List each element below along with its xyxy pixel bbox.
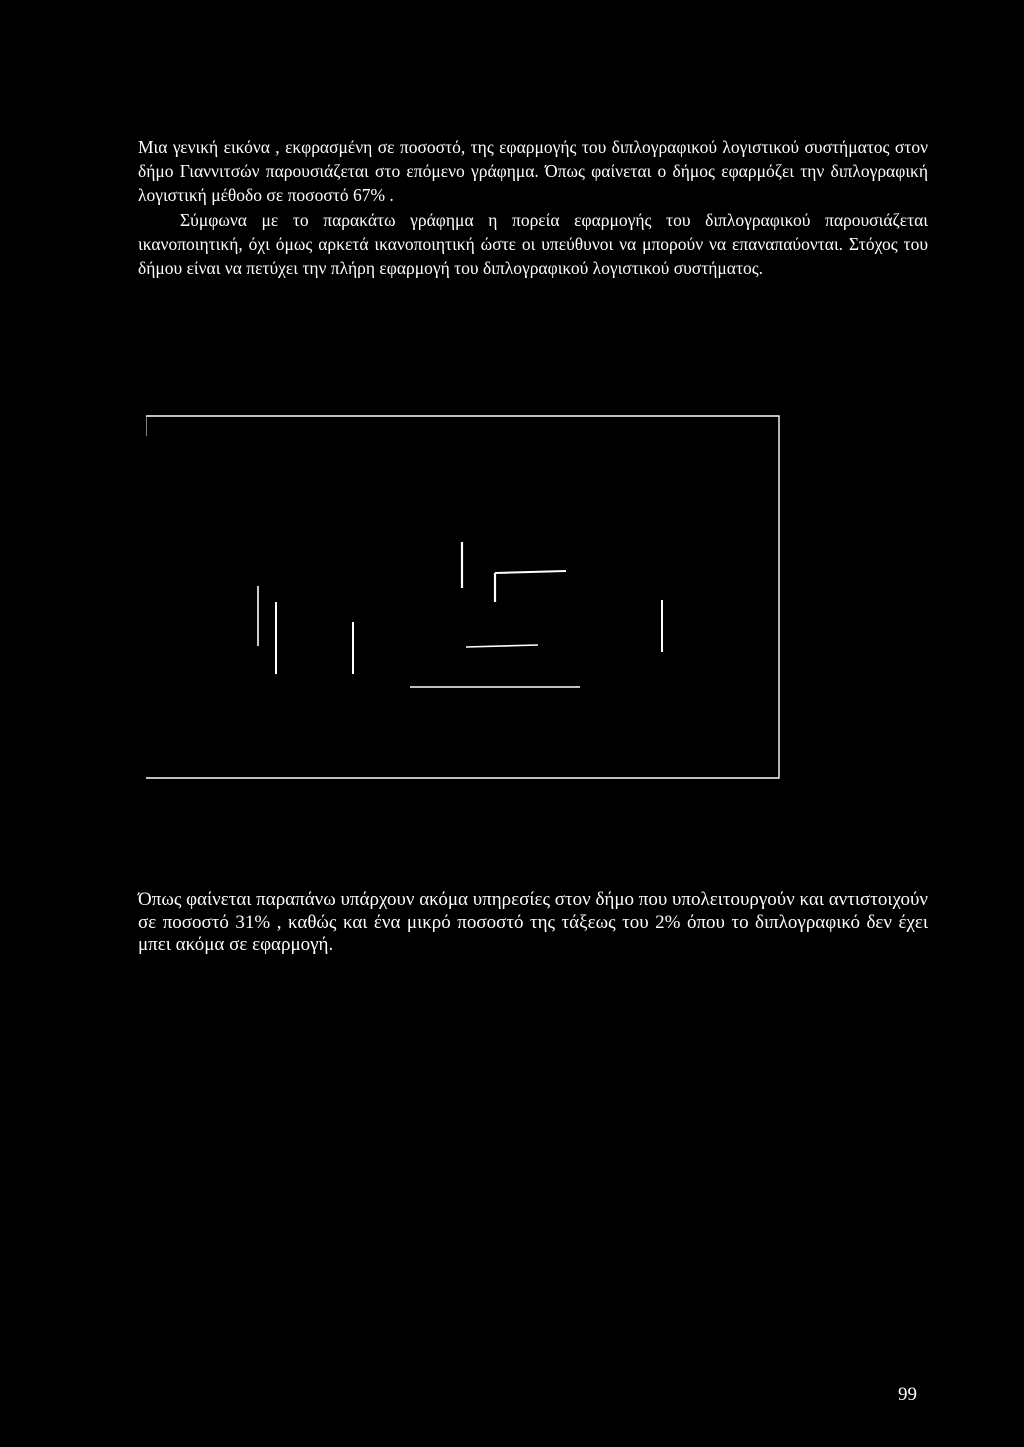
intro-sentence-2: Σύμφωνα με το παρακάτω γράφημα η πορεία εφαρμογής του διπλογραφικού παρουσιάζεται ικανοποιητική, όχι όμως αρκετά ικανοποιητική ώστε οι υπεύθυνοι να μπορούν να επαναπαύονται. Στόχος του δήμου είναι να πετύχει την πλήρη εφαρμογή του διπλογραφικού λογιστικού συστήματος.: [138, 209, 928, 279]
after-chart-paragraph: Όπως φαίνεται παραπάνω υπάρχουν ακόμα υπηρεσίες στον δήμο που υπολειτουργούν και αντιστοιχούν σε ποσοστό 31% , καθώς και ένα μικρό ποσοστό της τάξεως του 2% όπου το διπλογραφικό δεν έχει μπει ακόμα σε εφαρμογή.: [138, 889, 929, 955]
chart-stroke: [466, 645, 538, 647]
chart-figure: [146, 414, 782, 780]
chart-stroke: [495, 571, 566, 573]
page-number: 99: [898, 1384, 917, 1405]
faded-chart-graphic: [146, 414, 782, 780]
intro-paragraph: [138, 135, 928, 280]
chart-frame: [146, 416, 779, 778]
intro-sentence-1: Μια γενική εικόνα , εκφρασμένη σε ποσοστό, της εφαρμογής του διπλογραφικού λογιστικού συστήματος στον δήμο Γιαννιτσών παρουσιάζεται στο επόμενο γράφημα. Όπως φαίνεται ο δήμος εφαρμόζει την διπλογραφική λογιστική μέθοδο σε ποσοστό 67% .: [138, 137, 928, 206]
